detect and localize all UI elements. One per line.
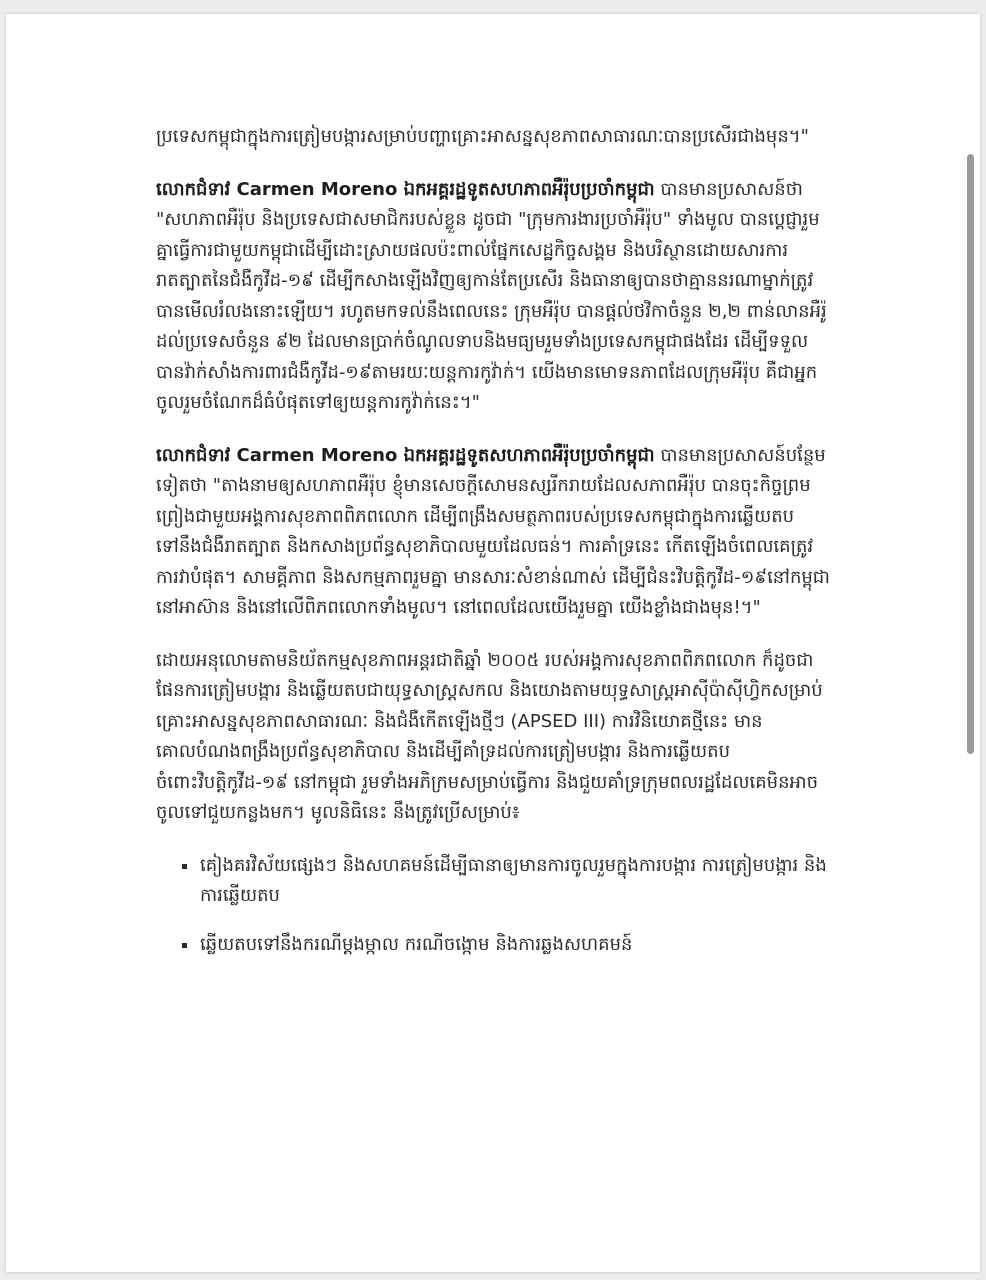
- paragraph-2: [156, 175, 836, 419]
- document-page: [6, 14, 980, 1272]
- bullet-item: [156, 930, 836, 961]
- paragraph-3-text: បានមានប្រសាសន៍បន្ថែមទៀតថា "តាងនាមឲ្យសហភាពអឺរ៉ុប ខ្ញុំមានសេចក្តីសោមនស្សរីករាយដែលសភាពអឺរ៉ុប បានចុះកិច្ចព្រមព្រៀងជាមួយអង្គការសុខភាពពិភពលោក ដើម្បីពង្រឹងសមត្ថភាពរបស់ប្រទេសកម្ពុជាក្នុងការឆ្លើយតបទៅនឹងជំងឺរាតត្បាត និងកសាងប្រព័ន្ធសុខាភិបាលមួយដែលធន់។ ការគាំទ្រនេះ កើតឡើងចំពេលគេត្រូវការវាបំផុត។ សាមគ្គីភាព និងសកម្មភាពរួមគ្នា មានសារៈសំខាន់ណាស់ ដើម្បីជំនះវិបត្តិកូវីដ-១៩នៅកម្ពុជា នៅអាស៊ាន និងនៅលើពិភពលោកទាំងមូល។ នៅពេលដែលយើងរួមគ្នា យើងខ្លាំងជាងមុន!។": [156, 444, 830, 618]
- paragraph-3-lead: លោកជំទាវ Carmen Moreno ឯកអគ្គរដ្ឋទូតសហភាពអឺរ៉ុបប្រចាំកម្ពុជា: [156, 444, 655, 466]
- bullet-list: [156, 851, 836, 961]
- paragraph-2-text: បានមានប្រសាសន៍ថា "សហភាពអឺរ៉ុប និងប្រទេសជាសមាជិករបស់ខ្លួន ដូចជា "ក្រុមការងារប្រចាំអឺរ៉ុប" ទាំងមូល បានប្តេជ្ញារួមគ្នាធ្វើការជាមួយកម្ពុជាដើម្បីដោះស្រាយផលប៉ះពាល់ផ្នែកសេដ្ឋកិច្ចសង្គម និងបរិស្ថានដោយសារការរាតត្បាតនៃជំងឺកូវីដ-១៩ ដើម្បីកសាងឡើងវិញឲ្យកាន់តែប្រសើរ និងធានាឲ្យបានថាគ្មាននរណាម្នាក់ត្រូវបានមើលរំលងនោះឡើយ។ រហូតមកទល់នឹងពេលនេះ ក្រុមអឺរ៉ុប បានផ្តល់ថវិកាចំនួន ២,២ ពាន់លានអឺរ៉ូ ដល់ប្រទេសចំនួន ៩២ ដែលមានប្រាក់ចំណូលទាបនិងមធ្យមរួមទាំងប្រទេសកម្ពុជាផងដែរ ដើម្បីទទួលបានវ៉ាក់សាំងការពារជំងឺកូវីដ-១៩តាមរយៈយន្តការកូវ៉ាក់។ យើងមានមោទនភាពដែលក្រុមអឺរ៉ុប គឺជាអ្នកចូលរួមចំណែកដ៏ធំបំផុតទៅឲ្យយន្តការកូវ៉ាក់នេះ។": [156, 178, 827, 413]
- paragraph-1: [156, 122, 836, 153]
- vertical-scrollbar[interactable]: [967, 154, 974, 754]
- bullet-item-text: គៀងគរវិស័យផ្សេងៗ និងសហគមន៍ដើម្បីធានាឲ្យមានការចូលរួមក្នុងការបង្ការ ការត្រៀមបង្ការ និងការឆ្លើយតប: [200, 854, 827, 906]
- paragraph-1-text: ប្រទេសកម្ពុជាក្នុងការត្រៀមបង្ការសម្រាប់បញ្ហាគ្រោះអាសន្នសុខភាពសាធារណៈបានប្រសើរជាងមុន។": [156, 126, 809, 147]
- bullet-item: [156, 851, 836, 912]
- paragraph-4-text: ដោយអនុលោមតាមនិយ័តកម្មសុខភាពអន្តរជាតិឆ្នាំ ២០០៥ របស់អង្គការសុខភាពពិភពលោក ក៏ដូចជាផែនការត្រៀមបង្ការ និងឆ្លើយតបជាយុទ្ធសាស្ត្រសកល និងយោងតាមយុទ្ធសាស្ត្រអាស៊ីប៉ាស៊ីហ្វិកសម្រាប់គ្រោះអាសន្នសុខភាពសាធារណៈ និងជំងឺកើតឡើងថ្មីៗ (APSED III) ការវិនិយោគថ្មីនេះ មានគោលបំណងពង្រឹងប្រព័ន្ធសុខាភិបាល និងដើម្បីគាំទ្រដល់ការត្រៀមបង្ការ និងការឆ្លើយតបចំពោះវិបត្តិកូវីដ-១៩ នៅកម្ពុជា រួមទាំងអភិក្រមសម្រាប់ធ្វើការ និងជួយគាំទ្រក្រុមពលរដ្ឋដែលគេមិនអាចចូលទៅជួយកន្លងមក។ មូលនិធិនេះ នឹងត្រូវប្រើសម្រាប់៖: [156, 649, 823, 823]
- paragraph-3: [156, 441, 836, 624]
- bullet-item-text: ឆ្លើយតបទៅនឹងករណីម្តងម្កាល ករណីចង្កោម និងការឆ្លងសហគមន៍: [200, 933, 633, 955]
- bullet-marker: [182, 943, 187, 948]
- paragraph-2-lead: លោកជំទាវ Carmen Moreno ឯកអគ្គរដ្ឋទូតសហភាពអឺរ៉ុបប្រចាំកម្ពុជា: [156, 178, 655, 200]
- bullet-marker: [182, 864, 187, 869]
- document-body: [156, 122, 836, 978]
- paragraph-4: [156, 646, 836, 829]
